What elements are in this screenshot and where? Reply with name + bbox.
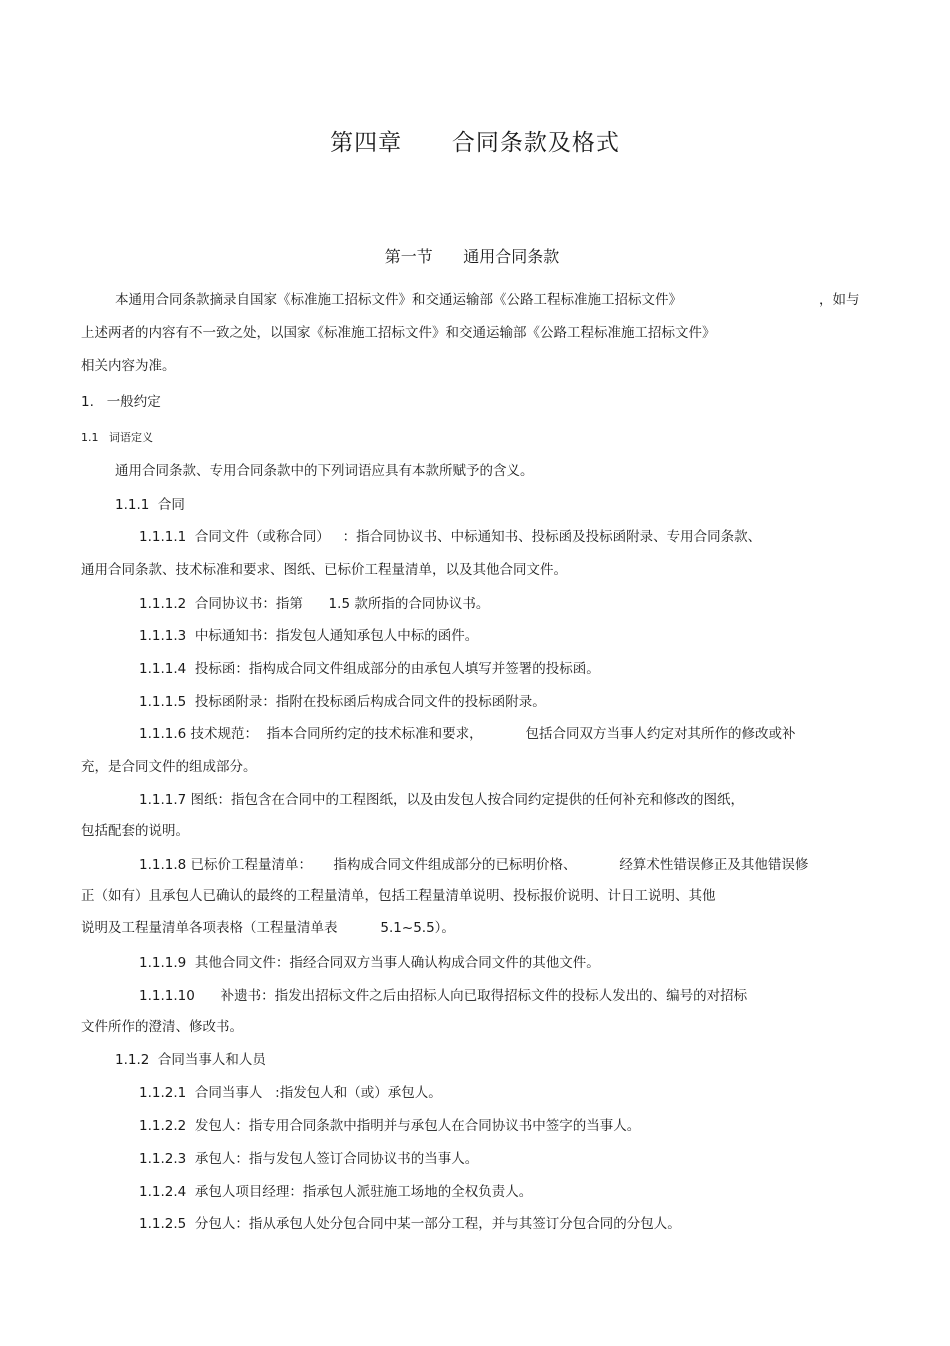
item-1-1-1-7-line-2: 包括配套的说明。 (81, 823, 189, 839)
intro-line-2: 上述两者的内容有不一致之处，以国家《标准施工招标文件》和交通运输部《公路工程标准施工招标文件》 (81, 325, 716, 341)
intro-line-3: 相关内容为准。 (81, 358, 176, 374)
heading-1: 1. 一般约定 (81, 394, 161, 410)
chapter-title: 第四章 合同条款及格式 (330, 130, 620, 156)
item-1-1-2-1: 1.1.2.1 合同当事人 :指发包人和（或）承包人。 (139, 1085, 442, 1101)
heading-1-1: 1.1 词语定义 (81, 431, 153, 444)
heading-1-1-1: 1.1.1 合同 (115, 497, 185, 513)
item-1-1-1-8-line-1: 1.1.1.8 已标价工程量清单： 指构成合同文件组成部分的已标明价格、 经算术性错误修正及其他错误修 (139, 857, 809, 873)
item-1-1-1-2: 1.1.1.2 合同协议书：指第 1.5 款所指的合同协议书。 (139, 596, 490, 612)
item-1-1-2-4: 1.1.2.4 承包人项目经理：指承包人派驻施工场地的全权负责人。 (139, 1184, 533, 1200)
item-1-1-1-5: 1.1.1.5 投标函附录：指附在投标函后构成合同文件的投标函附录。 (139, 694, 546, 710)
item-1-1-1-4: 1.1.1.4 投标函：指构成合同文件组成部分的由承包人填写并签署的投标函。 (139, 661, 600, 677)
intro-line-1-tail: ，如与 (819, 292, 860, 308)
section-title: 第一节 通用合同条款 (384, 247, 560, 266)
item-1-1-1-8-line-3: 说明及工程量清单各项表格（工程量清单表 5.1~5.5）。 (81, 920, 455, 936)
item-1-1-1-7-line-1: 1.1.1.7 图纸：指包含在合同中的工程图纸，以及由发包人按合同约定提供的任何补充和修改的图纸， (139, 792, 745, 808)
item-1-1-1-1-line-2: 通用合同条款、技术标准和要求、图纸、已标价工程量清单，以及其他合同文件。 (81, 562, 567, 578)
item-1-1-1-1-line-1: 1.1.1.1 合同文件（或称合同） ：指合同协议书、中标通知书、投标函及投标函附录、专用合同条款、 (139, 529, 762, 545)
item-1-1-1-10-line-1: 1.1.1.10 补遗书：指发出招标文件之后由招标人向已取得招标文件的投标人发出的、编号的对招标 (139, 988, 748, 1004)
item-1-1-1-6-line-2: 充，是合同文件的组成部分。 (81, 759, 257, 775)
item-1-1-2-3: 1.1.2.3 承包人：指与发包人签订合同协议书的当事人。 (139, 1151, 479, 1167)
intro-line-1: 本通用合同条款摘录自国家《标准施工招标文件》和交通运输部《公路工程标准施工招标文件》 (115, 292, 682, 308)
item-1-1-1-6-line-1: 1.1.1.6 技术规范： 指本合同所约定的技术标准和要求， 包括合同双方当事人约定对其所作的修改或补 (139, 726, 796, 742)
item-1-1-2-5: 1.1.2.5 分包人：指从承包人处分包合同中某一部分工程，并与其签订分包合同的分包人。 (139, 1216, 681, 1232)
item-1-1-1-8-line-2: 正（如有）且承包人已确认的最终的工程量清单，包括工程量清单说明、投标报价说明、计日工说明、其他 (81, 888, 716, 904)
item-1-1-1-10-line-2: 文件所作的澄清、修改书。 (81, 1019, 243, 1035)
item-1-1-1-9: 1.1.1.9 其他合同文件：指经合同双方当事人确认构成合同文件的其他文件。 (139, 955, 600, 971)
heading-1-1-2: 1.1.2 合同当事人和人员 (115, 1052, 266, 1068)
item-1-1-2-2: 1.1.2.2 发包人：指专用合同条款中指明并与承包人在合同协议书中签字的当事人。 (139, 1118, 641, 1134)
paragraph-1-1: 通用合同条款、专用合同条款中的下列词语应具有本款所赋予的含义。 (115, 463, 534, 479)
item-1-1-1-3: 1.1.1.3 中标通知书：指发包人通知承包人中标的函件。 (139, 628, 479, 644)
